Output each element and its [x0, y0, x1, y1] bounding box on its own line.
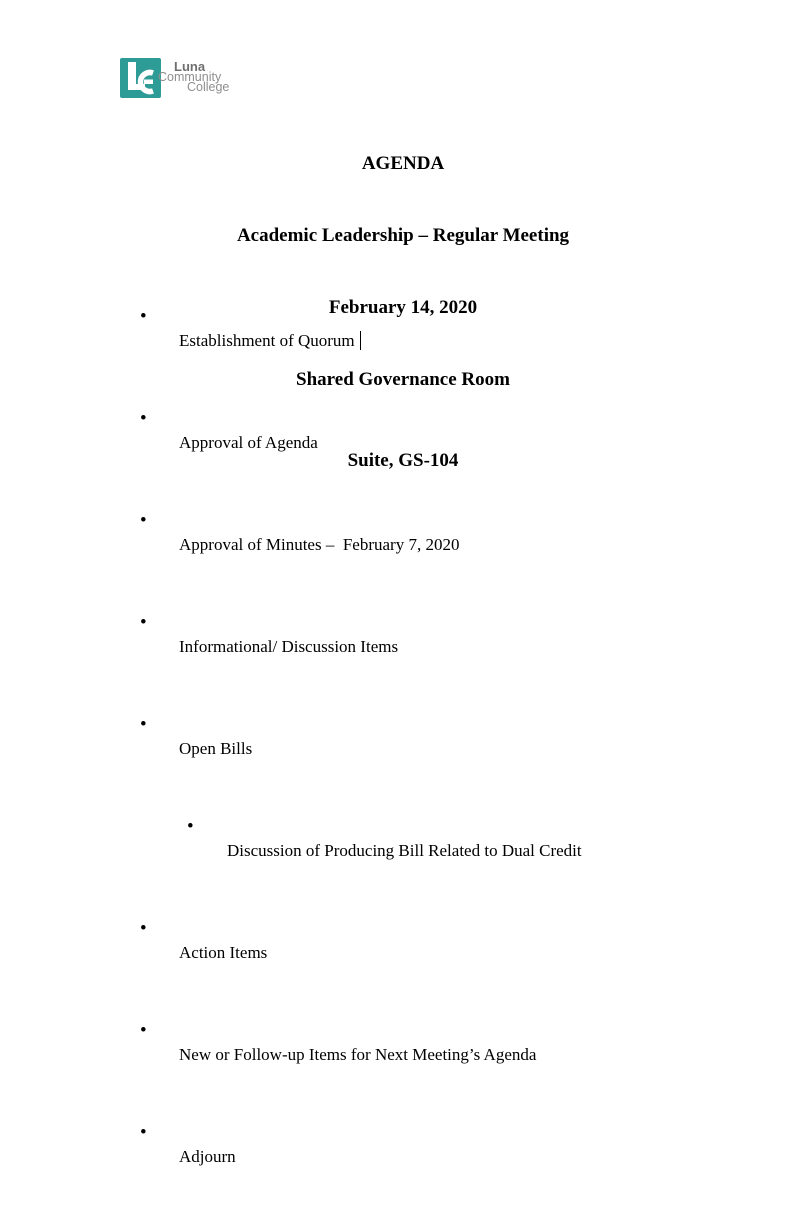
bullet-icon: • — [140, 510, 147, 531]
logo-line-college: College — [187, 80, 230, 94]
bullet-icon: • — [140, 714, 147, 735]
agenda-item-open-bills — [140, 713, 766, 785]
meeting-date[interactable]: February 14, 2020 — [328, 297, 478, 318]
agenda-item-adjourn — [140, 1121, 766, 1193]
agenda-item-approval-minutes — [140, 509, 766, 581]
lc-monogram-icon — [120, 58, 161, 98]
agenda-item-label[interactable]: Approval of Agenda — [179, 433, 318, 452]
agenda-item-label[interactable]: Informational/ Discussion Items — [179, 637, 399, 656]
agenda-item-label[interactable]: Open Bills — [179, 739, 253, 758]
text-cursor — [360, 331, 362, 350]
agenda-item-label[interactable]: Discussion of Producing Bill Related to Dual Credit — [227, 841, 582, 860]
doc-title-agenda[interactable]: AGENDA — [361, 153, 445, 174]
agenda-subitem-dual-credit — [140, 815, 766, 887]
agenda-item-label[interactable]: Establishment of Quorum — [179, 331, 355, 350]
logo-wordmark — [156, 61, 266, 97]
agenda-item-action-items — [140, 917, 766, 989]
meeting-suite[interactable]: Suite, GS-104 — [347, 450, 459, 471]
agenda-item-informational — [140, 611, 766, 683]
bullet-icon: • — [140, 918, 147, 939]
bullet-icon: • — [140, 1020, 147, 1041]
bullet-icon: • — [140, 1122, 147, 1143]
college-logo[interactable] — [120, 57, 250, 101]
agenda-list — [140, 305, 766, 1223]
bullet-icon: • — [140, 408, 147, 429]
logo-line-community: Community — [158, 70, 222, 84]
agenda-item-label[interactable]: Approval of Minutes – February 7, 2020 — [179, 535, 460, 554]
bullet-icon: • — [140, 612, 147, 633]
agenda-item-label[interactable]: Action Items — [179, 943, 268, 962]
agenda-item-label[interactable]: Adjourn — [179, 1147, 236, 1166]
bullet-icon: • — [187, 816, 194, 837]
agenda-item-quorum — [140, 305, 766, 377]
meeting-room[interactable]: Shared Governance Room — [296, 369, 510, 390]
logo-line-luna: Luna — [174, 59, 206, 74]
agenda-item-new-followup — [140, 1019, 766, 1091]
agenda-item-label[interactable]: New or Follow-up Items for Next Meeting’s Agenda — [179, 1045, 537, 1064]
meeting-name[interactable]: Academic Leadership – Regular Meeting — [236, 225, 570, 246]
agenda-item-approval-agenda — [140, 407, 766, 479]
bullet-icon: • — [140, 306, 147, 327]
